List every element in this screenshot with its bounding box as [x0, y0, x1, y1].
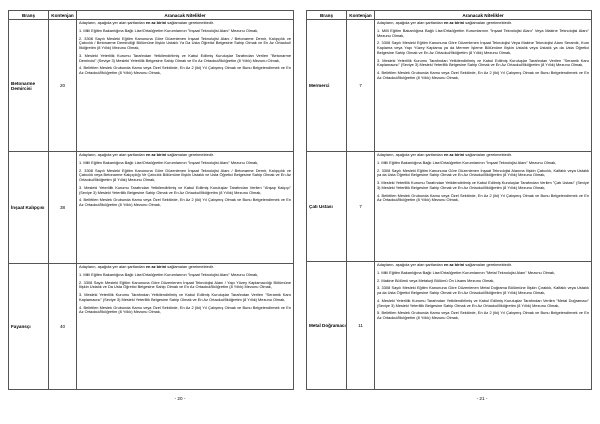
requirements-intro: Adayların, aşağıda yer alan şartlardan en az birini sağlamaları gerekmektedir. — [79, 152, 214, 157]
header-quota: Kontenjan — [347, 11, 375, 20]
requirements-table-right — [306, 10, 592, 390]
table-row — [307, 20, 592, 152]
quota-cell: 20 — [49, 20, 77, 152]
branch-cell: Fayansçı — [9, 264, 49, 390]
requirement-item: 3. Mesleki Yeterlilik Kurumu Tarafından Yetkilendirilmiş ve Kabul Edilmiş Kuruluşlar Tarafından Verilen "Çatı Ustası" (Seviye 3) Mesleki Yeterlilik Belgesine Sahip Olmak ve En Az Ortaokul/İlköğretim (8 Yıllık) Mezunu Olmak, — [377, 180, 589, 190]
requirements-intro: Adayların, aşağıda yer alan şartlardan en az birini sağlamaları gerekmektedir. — [79, 264, 214, 269]
table-row — [307, 152, 592, 262]
requirement-item: 3. Mesleki Yeterlilik Kurumu Tarafından Yetkilendirilmiş ve Kabul Edilmiş Kuruluşlar Tarafından Verilen "Ahşap Kalıpçı" (Seviye 3) Mesleki Yeterlilik Belgesine Sahip Olmak ve En Az Ortaokul/İlköğretim (8 Yıllık) Mezunu Olmak, — [79, 184, 291, 195]
branch-cell: Mermerci — [307, 20, 347, 152]
requirement-item: 1. Milli Eğitim Bakanlığına Bağlı Lise/Ortaöğretim Kurumlarının "İnşaat Teknolojisi Alanı" Mezunu Olmak, — [79, 159, 259, 165]
requirement-item: 4. Belirtilen Meslek Grubunda Kamu veya Özel Sektörde, En Az 2 (iki) Yıl Çalışmış Olmak ve Bunu Belgelendirmek ve En Az Ortaokul/İlköğretim (8 Yıllık) Mezunu Olmak, — [79, 197, 291, 208]
requirement-item: 3. 3308 Sayılı Mesleki Eğitim Kanununa Göre Düzenlenen Metal Doğrama Bölümüne İlişkin Çıraklık, Kalfalık veya Ustalık ya da Usta Öğretici Belgesine Sahip Olmak ve En Az Ortaokul/İlköğretim (8 Yıllık) Mezunu Olmak, — [377, 285, 589, 296]
requirement-item: 2. 3308 Sayılı Mesleki Eğitim Kanununa Göre Düzenlenen İnşaat Teknolojisi Alanı / Betonarme Demir, Kalıpçılık ve Çatıcılık / Betonarme Demirciliği Bölümüne İlişkin Ustalık Ya Da Usta Öğretici Belgesine Sahip Olmak ve En Az Ortaokul/İlköğretim (8 Yıllık) Mezunu Olmak, — [79, 35, 291, 51]
header-quota: Kontenjan — [49, 11, 77, 20]
page-right — [306, 10, 592, 402]
requirement-item: 1. Milli Eğitim Bakanlığına Bağlı Lise/Ortaöğretim Kurumlarının "İnşaat Teknolojisi Alanı" Mezunu Olmak, — [79, 271, 259, 277]
requirements-intro: Adayların, aşağıda yer alan şartlardan en az birini sağlamaları gerekmektedir. — [377, 20, 512, 25]
table-row — [9, 152, 294, 264]
requirement-item: 4. Belirtilen Meslek Grubunda Kamu veya Özel Sektörde, En Az 2 (iki) Yıl Çalışmış Olmak ve Bunu Belgelendirmek ve En Az Ortaokul/İlköğretim (8 Yıllık) Mezunu Olmak, — [377, 192, 589, 203]
requirements-cell — [77, 152, 294, 264]
requirement-item: 1. Milli Eğitim Bakanlığına Bağlı Lise/Ortaöğretim Kurumlarının "İnşaat Teknolojisi Alanı" Veya Makine Teknolojisi Alanı" Mezunu Olmak, — [377, 27, 589, 38]
page-left — [8, 10, 294, 402]
quota-cell: 40 — [49, 264, 77, 390]
table-row — [307, 262, 592, 390]
page-number: - 20 - — [174, 396, 186, 401]
quota-cell: 7 — [347, 20, 375, 152]
requirement-item: 2. Makine Bölümü veya Metalurji Bölümü Ön Lisans Mezunu Olmak, — [377, 277, 495, 283]
requirement-item: 4. Belirtilen Meslek Grubunda Kamu veya Özel Sektörde, En Az 2 (iki) Yıl Çalışmış Olmak ve Bunu Belgelendirmek ve En Az Ortaokul/İlköğretim (8 Yıllık) Mezunu Olmak, — [377, 70, 589, 80]
requirements-table-left — [8, 10, 294, 390]
quota-cell: 7 — [347, 152, 375, 262]
requirements-cell — [77, 20, 294, 152]
requirements-cell — [375, 152, 592, 262]
branch-cell: Çatı Ustası — [307, 152, 347, 262]
requirement-item: 4. Belirtilen Meslek Grubunda Kamu veya Özel Sektörde, En Az 2 (iki) Yıl Çalışmış Olmak ve Bunu Belgelendirmek ve En Az Ortaokul/İlköğretim (8 Yıllık) Mezunu Olmak, — [79, 304, 291, 315]
table-header-row — [307, 11, 592, 20]
table-header-row — [9, 11, 294, 20]
requirements-cell — [375, 262, 592, 390]
header-branch: Branş — [307, 11, 347, 20]
requirement-item: 4. Belirtilen Meslek Grubunda Kamu veya Özel Sektörde, En Az 2 (iki) Yıl Çalışmış Olmak ve Bunu Belgelendirmek ve En Az Ortaokul/İlköğretim (8 Yıllık) Mezunu Olmak, — [79, 65, 291, 76]
requirement-item: 3. Mesleki Yeterlilik Kurumu Tarafından Yetkilendirilmiş ve Kabul Edilmiş Kuruluşlar Tarafından Verilen "Seramik Karo Kaplamacısı" (Seviye 3) Mesleki Yeterlilik Belgesine Sahip Olmak ve En Az Ortaokul/İlköğretim (8 Yıllık) Mezunu Olmak, — [377, 57, 589, 68]
branch-cell: Betonarme Demircisi — [9, 20, 49, 152]
requirement-item: 3. Mesleki Yeterlilik Kurumu Tarafından Yetkilendirilmiş ve Kabul Edilmiş Kuruluşlar Tarafından Verilen "Betonarme Demircisi" (Seviye 3) Mesleki Yeterlilik Belgesine Sahip Olmak ve En Az Ortaokul/İlköğretim (8 Yıllık) Mezunu Olmak, — [79, 52, 291, 63]
requirements-intro: Adayların, aşağıda yer alan şartlardan en az birini sağlamaları gerekmektedir. — [377, 152, 512, 157]
requirements-intro: Adayların, aşağıda yer alan şartlardan en az birini sağlamaları gerekmektedir. — [377, 262, 512, 267]
requirement-item: 5. Belirtilen Meslek Grubunda Kamu veya Özel Sektörde, En Az 2 (iki) Yıl Çalışmış Olmak ve Bunu Belgelendirmek ve En Az Ortaokul/İlköğretim (8 Yıllık) Mezunu Olmak, — [377, 310, 589, 321]
branch-cell: Metal Doğramacı — [307, 262, 347, 390]
table-row — [9, 264, 294, 390]
requirement-item: 1. Milli Eğitim Bakanlığına Bağlı Lise/Ortaöğretim Kurumlarının "İnşaat Teknolojisi Alanı" Mezunu Olmak, — [79, 27, 259, 33]
header-branch: Branş — [9, 11, 49, 20]
requirement-item: 4. Mesleki Yeterlilik Kurumu Tarafından Yetkilendirilmiş ve Kabul Edilmiş Kuruluşlar Tarafından Verilen "Metal Doğramacı" (Seviye 3) Mesleki Yeterlilik Belgesine Sahip Olmak ve En Az Ortaokul/İlköğretim (8 Yıllık) Mezunu Olmak, — [377, 297, 589, 308]
requirement-item: 3. Mesleki Yeterlilik Kurumu Tarafından Yetkilendirilmiş ve Kabul Edilmiş Kuruluşlar Tarafından Verilen "Seramik Karo Kaplamacısı" (Seviye 3) Mesleki Yeterlilik Belgesine Sahip Olmak ve En Az Ortaokul/İlköğretim (8 Yıllık) Mezunu Olmak, — [79, 292, 291, 302]
quota-cell: 11 — [347, 262, 375, 390]
requirement-item: 1. Milli Eğitim Bakanlığına Bağlı Lise/Ortaöğretim Kurumlarının "Metal Teknolojisi Alanı" Mezunu Olmak, — [377, 269, 556, 275]
requirement-item: 1. Milli Eğitim Bakanlığına Bağlı Lise/Ortaöğretim Kurumlarının "İnşaat Teknolojisi Alanı" Mezunu Olmak, — [377, 159, 557, 165]
table-row — [9, 20, 294, 152]
requirement-item: 2. 3308 Sayılı Mesleki Eğitim Kanununa Göre Düzenlenen İnşaat Teknolojisi Alanı / Betonarme Demir, Kalıpçılık ve Çatıcılık veya Betonarme Kalıpçılığı Ve Çatıcılık Bölümüne İlişkin Ustalık ve Usta Öğretici Belgesine Sahip Olmak ve En Az Ortaokul/İlköğretim (8 Yıllık) Mezunu Olmak, — [79, 167, 291, 183]
header-requirements: Aranacak Nitelikler — [77, 11, 294, 20]
quota-cell: 38 — [49, 152, 77, 264]
header-requirements: Aranacak Nitelikler — [375, 11, 592, 20]
page-number: - 21 - — [476, 396, 488, 401]
requirements-intro: Adayların, aşağıda yer alan şartlardan en az birini sağlamaları gerekmektedir. — [79, 20, 214, 25]
requirements-cell — [77, 264, 294, 390]
requirement-item: 2. 3308 Sayılı Mesleki Eğitim Kanununa Göre Düzenlenen İnşaat Teknolojisi Veya Makine Teknolojisi Alanı Seramik, Kum Kaplama veya Yapı Yüzey Kaplama ya da Mermer İşleme Bölümüne İlişkin Ustalık veya Ustalık ya da Usta Öğretici Belgesine Sahip Olmak ve En Az Ortaokul/İlköğretim (8 Yıllık) Mezunu Olmak, — [377, 40, 589, 55]
requirement-item: 2. 3308 Sayılı Mesleki Eğitim Kanununa Göre Düzenlenen İnşaat Teknolojisi Alanı / Yapı Yüzey Kaplamacılığı Bölümüne İlişkin Ustalık ve Da Usta Öğretici Belgesine Sahip Olmak ve En Az Ortaokul/İlköğretim (8 Yıllık) Mezunu Olmak, — [79, 279, 291, 290]
requirements-cell — [375, 20, 592, 152]
requirement-item: 2. 3308 Sayılı Mesleki Eğitim Kanununa Göre Düzenlenen İnşaat Teknolojisi Alanına İlişkin Çatıcılık, Kalfalık veya Ustalık ya da Usta Öğretici Belgesine Sahip Olmak ve En Az Ortaokul/İlköğretim (8 Yıllık) Mezunu Olmak, — [377, 167, 589, 178]
branch-cell: İnşaat Kalıpçısı — [9, 152, 49, 264]
